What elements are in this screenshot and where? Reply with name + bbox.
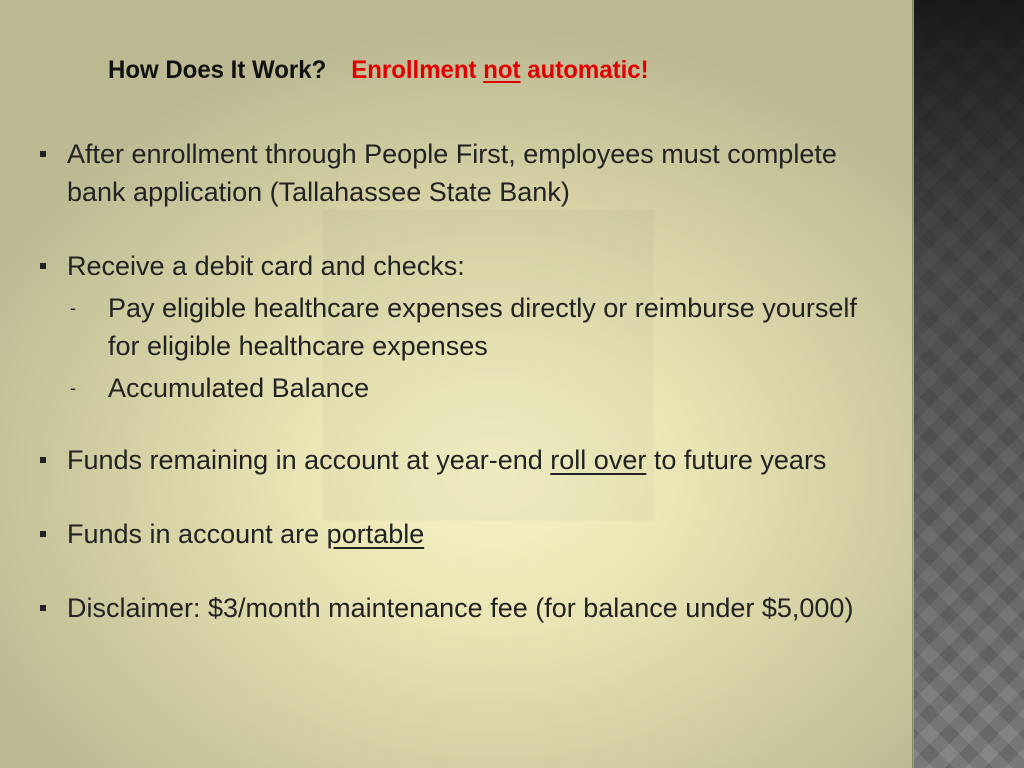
slide-content [40, 135, 890, 627]
slide-title [108, 56, 649, 85]
decorative-side-panel [914, 0, 1024, 768]
title-emphasis-not: not [483, 56, 521, 84]
dash-icon: - [70, 378, 76, 398]
bullet-item: Funds remaining in account at year-end roll over to future years [40, 441, 890, 479]
square-bullet-icon [40, 457, 46, 463]
emphasis-roll-over: roll over [550, 445, 647, 475]
bullet-item: After enrollment through People First, employees must complete bank application (Tallahassee State Bank) [40, 135, 890, 211]
bullet-item: Disclaimer: $3/month maintenance fee (for balance under $5,000) [40, 589, 890, 627]
sub-bullet-item: - Pay eligible healthcare expenses directly or reimburse yourself for eligible healthcare expenses [40, 289, 890, 365]
dash-icon: - [70, 298, 76, 318]
square-bullet-icon [40, 263, 46, 269]
sub-bullet-item: - Accumulated Balance [40, 369, 890, 407]
emphasis-portable: portable [326, 519, 425, 549]
title-highlight: Enrollment not automatic! [351, 56, 649, 84]
bullet-item: Receive a debit card and checks: [40, 247, 890, 285]
square-bullet-icon [40, 531, 46, 537]
title-lead: How Does It Work? [108, 56, 327, 84]
bullet-item: Funds in account are portable [40, 515, 890, 553]
square-bullet-icon [40, 605, 46, 611]
square-bullet-icon [40, 151, 46, 157]
